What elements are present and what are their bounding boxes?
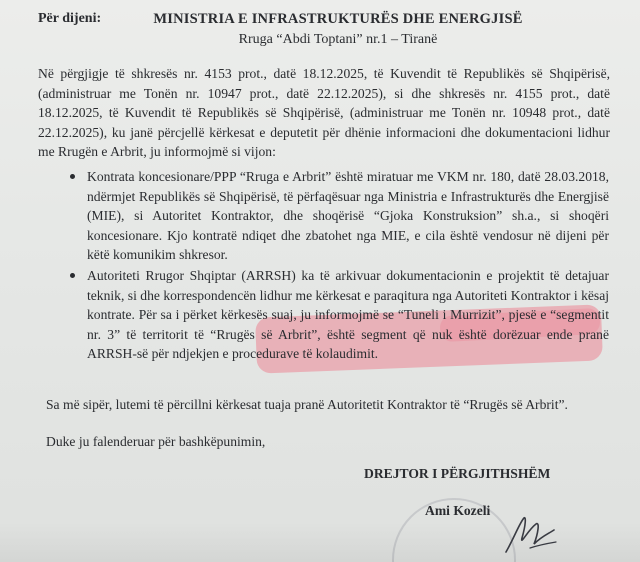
letter-header — [38, 11, 618, 51]
signatory-name: Ami Kozeli — [425, 503, 491, 518]
closing-paragraph: Sa më sipër, lutemi të përcillni kërkesat tuaja pranë Autoritetit Kontraktor të “Rrugës së Arbrit”. — [46, 397, 568, 412]
thanks-line: Duke ju falenderuar për bashkëpunimin, — [46, 434, 266, 449]
ministry-name: MINISTRIA E INFRASTRUKTURËS DHE ENERGJISË — [153, 11, 523, 27]
per-dijeni-label: Për dijeni: — [38, 11, 102, 26]
bullet-paragraph-contract: Kontrata koncesionare/PPP “Rruga e Arbrit” është miratuar me VKM nr. 180, datë 28.03.2018, ndërmjet Republikës së Shqipërisë, të përfaqësuar nga Ministria e Infrastrukturës dhe Energjisë (MIE), si Autoritet Kontraktor, dhe shoqërisë “Gjoka Konstruksion” sh.a., si shoqëri koncesionare. Kjo kontratë ndiqet dhe zbatohet nga MIE, e cila është vendosur në dijeni për këtë komunikim shkresor. — [87, 169, 609, 263]
signatory-title: DREJTOR I PËRGJITHSHËM — [364, 466, 551, 481]
ministry-address: Rruga “Abdi Toptani” nr.1 – Tiranë — [238, 32, 438, 47]
bullet-dot-icon — [70, 174, 75, 179]
bullet-dot-icon — [70, 273, 75, 278]
intro-paragraph: Në përgjigje të shkresës nr. 4153 prot., datë 18.12.2025, të Kuvendit të Republikës së Shqipërisë, (administruar me Tonën nr. 10947 prot., datë 22.12.2025), si dhe shkresës nr. 4155 prot., datë 18.12.2025, të Kuvendit të Republikës së Shqipërisë, (administruar me Tonën nr. 10948 prot., datë 22.12.2025), ku janë përcjellë kërkesat e deputetit për dhënie informacioni dhe dokumentacioni lidhur me Rrugën e Arbrit, ju informojmë si vijon: — [38, 66, 610, 160]
paper-shadow — [0, 522, 640, 562]
bullet-paragraph-arrsh: Autoriteti Rrugor Shqiptar (ARRSH) ka të arkivuar dokumentacionin e projektit të detajuar teknik, si dhe korrespondencën lidhur me kërkesat e paraqitura nga Autoriteti Kontraktor i kësaj kontrate. Për sa i përket kërkesës suaj, ju informojmë se “Tuneli i Murrizit”, pjesë e “segmentit nr. 3” të territorit të “Rrugës së Arbrit”, është segment që nuk është dorëzuar ende pranë ARRSH-së për ndjekjen e procedurave të kolaudimit. — [87, 268, 609, 362]
